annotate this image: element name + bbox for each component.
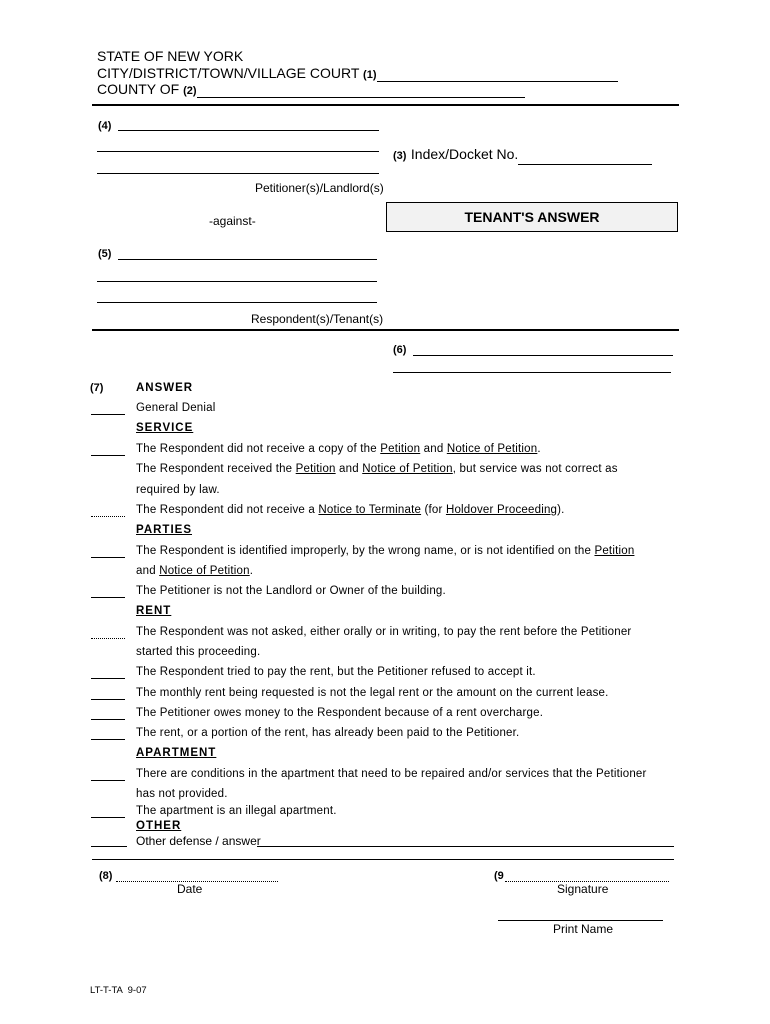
other-defense-field[interactable] [257, 846, 674, 847]
notice-of-petition-term: Notice of Petition [159, 565, 250, 577]
petitioner-name-field-2[interactable] [97, 151, 379, 152]
form-title-box [386, 202, 678, 232]
respondent-name-field-3[interactable] [97, 302, 377, 303]
rent-item-4-checkbox[interactable] [91, 719, 125, 720]
index-field-number: (3) [393, 150, 407, 162]
holdover-proceeding-term: Holdover Proceeding [445, 504, 558, 516]
print-name-label: Print Name [553, 922, 614, 936]
text-fragment: and [420, 443, 447, 455]
header-rule [92, 104, 679, 106]
other-defense-field-2[interactable] [92, 859, 674, 860]
caption-rule [92, 329, 679, 331]
index-number-field[interactable] [518, 146, 652, 165]
date-label: Date [177, 882, 203, 896]
parties-item-2-checkbox[interactable] [91, 597, 125, 598]
respondent-field-number: (5) [98, 248, 112, 260]
parties-heading: PARTIES [136, 524, 192, 536]
parties-item-1-continued [136, 565, 253, 577]
general-denial-text: General Denial [136, 402, 216, 414]
general-denial-checkbox[interactable] [91, 414, 125, 415]
against-label: -against- [209, 214, 256, 228]
court-label: CITY/DISTRICT/TOWN/VILLAGE COURT [97, 65, 360, 81]
rent-item-5-text: The rent, or a portion of the rent, has already been paid to the Petitioner. [136, 727, 520, 739]
respondent-label: Respondent(s)/Tenant(s) [251, 312, 384, 326]
signature-field-number: (9 [494, 870, 504, 882]
parties-item-1-checkbox[interactable] [91, 557, 125, 558]
service-heading: SERVICE [136, 422, 194, 434]
answer-heading: ANSWER [136, 382, 194, 394]
rent-item-2-checkbox[interactable] [91, 678, 125, 679]
text-fragment: The Respondent received the [136, 463, 296, 475]
rent-item-1-checkbox[interactable] [91, 638, 125, 639]
petitioner-name-field-3[interactable] [97, 173, 379, 174]
service-item-1-text [136, 443, 541, 455]
notice-to-terminate-term: Notice to Terminate [318, 504, 422, 516]
apartment-item-2-text: The apartment is an illegal apartment. [136, 805, 337, 817]
rent-item-1-text: The Respondent was not asked, either orally or in writing, to pay the rent before the Petitioner [136, 626, 632, 638]
date-field-number: (8) [99, 870, 113, 882]
rent-item-3-text: The monthly rent being requested is not the legal rent or the amount on the current lease. [136, 687, 609, 699]
state-heading: STATE OF NEW YORK [97, 48, 244, 64]
petitioner-name-field-1[interactable] [118, 130, 379, 131]
petition-term: Petition [295, 463, 336, 475]
signature-label: Signature [557, 882, 609, 896]
apartment-item-2-checkbox[interactable] [91, 817, 125, 818]
text-fragment: The Respondent did not receive a [136, 504, 319, 516]
petitioner-label: Petitioner(s)/Landlord(s) [255, 181, 384, 195]
petition-term: Petition [380, 443, 421, 455]
other-item-checkbox[interactable] [91, 846, 127, 847]
apartment-item-1-continued: has not provided. [136, 788, 228, 800]
service-item-2-text [136, 463, 618, 475]
parties-item-2-text: The Petitioner is not the Landlord or Owner of the building. [136, 585, 446, 597]
rent-item-1-continued: started this proceeding. [136, 646, 261, 658]
rent-item-5-checkbox[interactable] [91, 739, 125, 740]
respondent-name-field-1[interactable] [118, 259, 377, 260]
text-fragment: . [249, 565, 254, 577]
text-fragment: , but service was not correct as [452, 463, 618, 475]
notice-of-petition-term: Notice of Petition [362, 463, 453, 475]
rent-item-2-text: The Respondent tried to pay the rent, but the Petitioner refused to accept it. [136, 666, 536, 678]
parties-item-1-text [136, 545, 634, 557]
index-label: Index/Docket No. [410, 146, 519, 162]
notice-of-petition-term: Notice of Petition [446, 443, 538, 455]
text-fragment: The Respondent is identified improperly, by the wrong name, or is not identified on the [136, 545, 595, 557]
rent-item-4-text: The Petitioner owes money to the Respondent because of a rent overcharge. [136, 707, 544, 719]
text-fragment: ). [557, 504, 565, 516]
form-title: TENANT'S ANSWER [464, 209, 600, 225]
petitioner-field-number: (4) [98, 120, 112, 132]
answer-field-number: (7) [90, 382, 104, 394]
county-field-number: (2) [183, 85, 197, 97]
other-defense-label: Other defense / answer [136, 834, 261, 848]
field-6-input-1[interactable] [413, 355, 673, 356]
service-item-2-continued: required by law. [136, 484, 220, 496]
field-6-number: (6) [393, 344, 407, 356]
petition-term: Petition [594, 545, 635, 557]
respondent-name-field-2[interactable] [97, 281, 377, 282]
apartment-item-1-text: There are conditions in the apartment that need to be repaired and/or services that the Petitioner [136, 768, 647, 780]
text-fragment: and [335, 463, 363, 475]
county-line [97, 81, 525, 98]
rent-heading: RENT [136, 605, 172, 617]
form-id: LT-T-TA 9-07 [90, 985, 147, 996]
court-name-field[interactable] [377, 65, 618, 82]
other-heading: OTHER [136, 820, 182, 832]
apartment-item-1-checkbox[interactable] [91, 780, 125, 781]
text-fragment: and [136, 565, 160, 577]
field-6-input-2[interactable] [393, 372, 671, 373]
court-field-number: (1) [363, 69, 377, 81]
text-fragment: . [537, 443, 541, 455]
text-fragment: (for [421, 504, 446, 516]
court-line [97, 65, 618, 82]
index-line [393, 146, 652, 165]
service-item-3-text [136, 504, 565, 516]
county-name-field[interactable] [197, 81, 525, 98]
text-fragment: The Respondent did not receive a copy of the [136, 443, 381, 455]
rent-item-3-checkbox[interactable] [91, 699, 125, 700]
print-name-field[interactable] [498, 920, 663, 921]
service-item-1-checkbox[interactable] [91, 455, 125, 456]
service-item-3-checkbox[interactable] [91, 516, 125, 517]
apartment-heading: APARTMENT [136, 747, 217, 759]
county-label: COUNTY OF [97, 81, 180, 97]
